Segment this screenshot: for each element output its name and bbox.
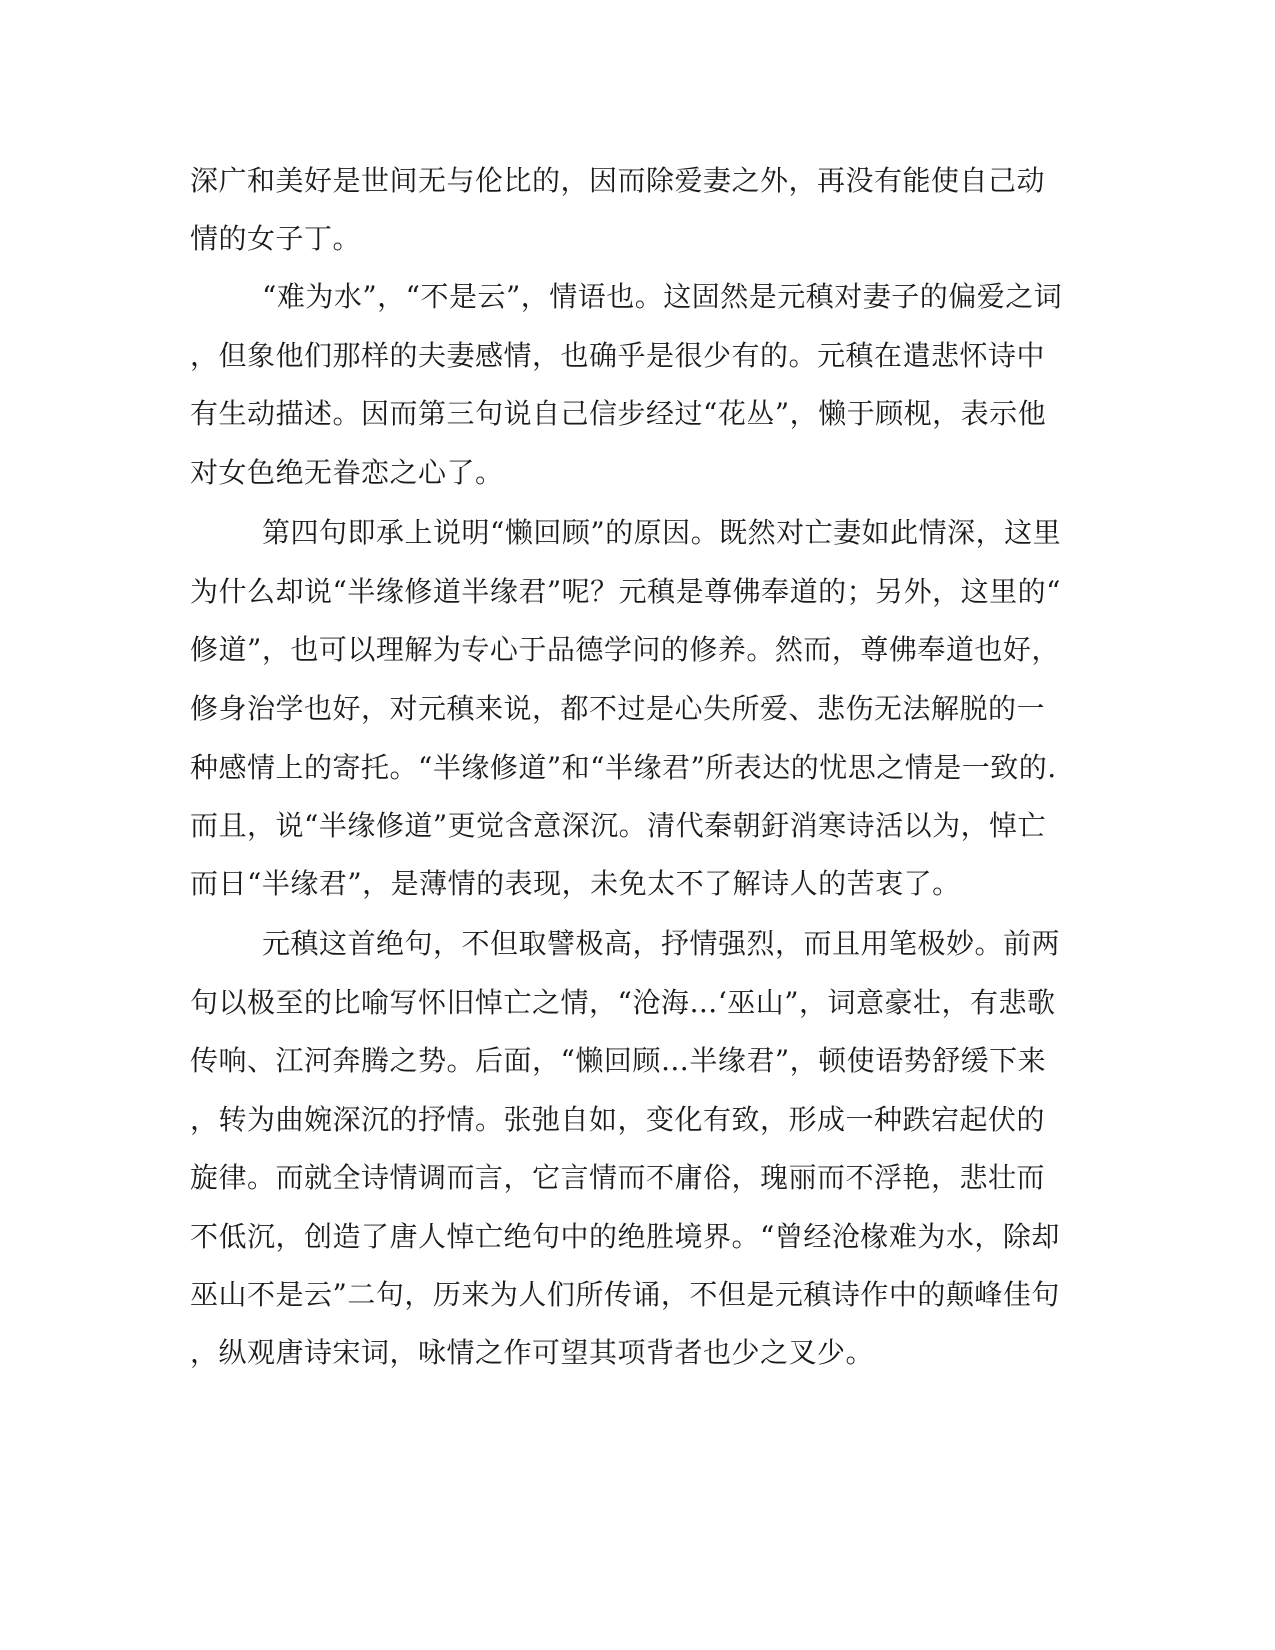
text-line: 为什么却说“半缘修道半缘君”呢？元稹是尊佛奉道的；另外，这里的“ (190, 575, 1061, 608)
text-line: ，但象他们那样的夫妻感情，也确乎是很少有的。元稹在遣悲怀诗中 (190, 339, 1046, 372)
paragraph-start-line: 元稹这首绝句，不但取譬极高，抒情强烈，而且用笔极妙。前两 (262, 927, 1061, 960)
text-line: ，转为曲婉深沉的抒情。张弛自如，变化有致，形成一种跌宕起伏的 (190, 1103, 1046, 1136)
text-line: 情的女子丁。 (190, 222, 362, 255)
text-line: 而且，说“半缘修道”更觉含意深沉。清代秦朝釪消寒诗活以为，悼亡 (190, 809, 1047, 842)
text-line: 对女色绝无眷恋之心了。 (190, 456, 504, 489)
text-line: 深广和美好是世间无与伦比的，因而除爱妻之外，再没有能使自己动 (190, 164, 1046, 197)
text-line: ，纵观唐诗宋词，咏情之作可望其项背者也少之叉少。 (190, 1336, 875, 1369)
text-line: 修道”，也可以理解为专心于品德学问的修养。然而，尊佛奉道也好， (190, 633, 1060, 666)
text-line: 种感情上的寄托。“半缘修道”和“半缘君”所表达的忧思之情是一致的. (190, 751, 1057, 784)
text-line: 旋律。而就全诗情调而言，它言情而不庸俗，瑰丽而不浮艳，悲壮而 (190, 1161, 1046, 1194)
paragraph-start-line: “难为水”，“不是云”，情语也。这固然是元稹对妻子的偏爱之词 (262, 280, 1063, 313)
text-line: 不低沉，创造了唐人悼亡绝句中的绝胜境界。“曾经沧椽难为水，除却 (190, 1220, 1060, 1253)
text-line: 有生动描述。因而第三句说自己信步经过“花丛”，懒于顾枧，表示他 (190, 397, 1047, 430)
text-line: 而日“半缘君”，是薄情的表现，未免太不了解诗人的苦衷了。 (190, 867, 961, 900)
text-line: 传响、江河奔腾之势。后面，“懒回顾…半缘君”，顿使语势舒缓下来 (190, 1044, 1047, 1077)
text-line: 句以极至的比喻写怀旧悼亡之情，“沧海…‘巫山”，词意豪壮，有悲歌 (190, 986, 1056, 1019)
text-line: 巫山不是云”二句，历来为人们所传诵，不但是元稹诗作中的颠峰佳句 (190, 1278, 1060, 1311)
paragraph-start-line: 第四句即承上说明“懒回顾”的原因。既然对亡妻如此情深，这里 (262, 516, 1062, 549)
text-line: 修身治学也好，对元稹来说，都不过是心失所爱、悲伤无法解脱的一 (190, 692, 1046, 725)
